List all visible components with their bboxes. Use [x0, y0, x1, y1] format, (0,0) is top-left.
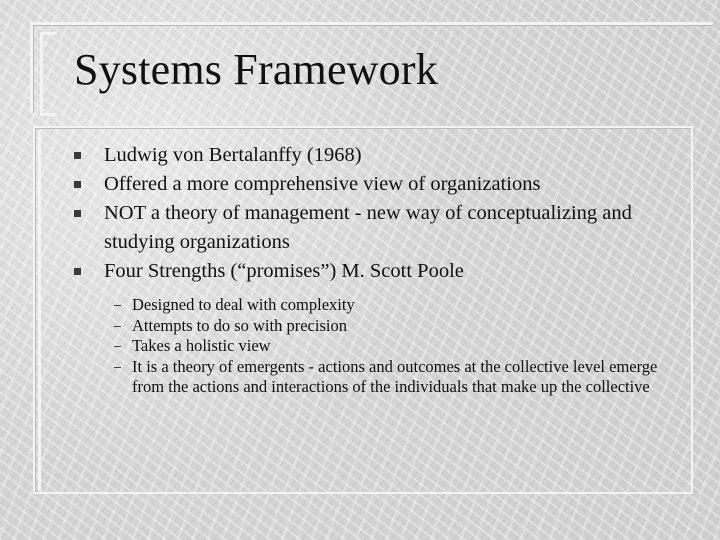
square-bullet-icon	[74, 268, 81, 275]
bullet-text: Ludwig von Bertalanffy (1968)	[104, 144, 362, 166]
bullet-text: Four Strengths (“promises”) M. Scott Poole	[104, 260, 464, 282]
square-bullet-icon	[74, 210, 81, 217]
dash-bullet-icon	[114, 367, 121, 368]
square-bullet-icon	[74, 152, 81, 159]
bullet-item	[74, 257, 674, 286]
sub-bullet-item	[114, 316, 674, 337]
slide-title: Systems Framework	[74, 45, 438, 94]
sub-bullet-text: It is a theory of emergents - actions and outcomes at the collective level emerge from the actions and interactions of the individuals that make up the collective	[132, 356, 658, 396]
dash-bullet-icon	[114, 326, 121, 327]
bullet-item	[74, 141, 674, 170]
sub-bullet-item	[114, 336, 674, 357]
sub-bullet-text: Takes a holistic view	[132, 336, 271, 355]
sub-bullet-text: Attempts to do so with precision	[132, 315, 347, 335]
square-bullet-icon	[74, 181, 81, 188]
body-bracket-decoration	[38, 131, 45, 491]
dash-bullet-icon	[114, 346, 121, 347]
dash-bullet-icon	[114, 305, 121, 306]
sub-bullet-list	[114, 295, 674, 398]
bullet-text: NOT a theory of management - new way of conceptualizing and studying organizations	[104, 202, 632, 253]
bullet-item	[74, 170, 674, 199]
bullet-text: Offered a more comprehensive view of organizations	[104, 173, 541, 195]
sub-bullet-item	[114, 357, 674, 398]
sub-bullet-text: Designed to deal with complexity	[132, 295, 355, 314]
bullet-list	[74, 141, 674, 286]
sub-bullet-item	[114, 295, 674, 316]
title-bracket-decoration	[40, 32, 57, 116]
bullet-item	[74, 199, 674, 257]
